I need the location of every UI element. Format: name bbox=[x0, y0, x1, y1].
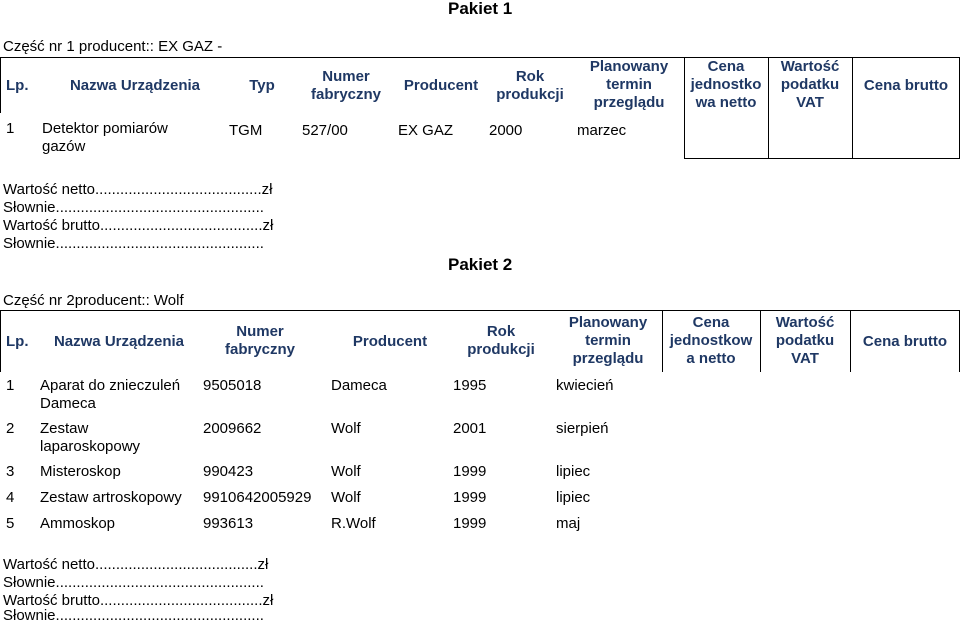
p1-header-nazwa: Nazwa Urządzenia bbox=[69, 77, 201, 94]
p2-header-termin: Planowany termin przeglądu bbox=[568, 314, 648, 367]
row-termin: sierpień bbox=[556, 420, 609, 437]
row-producent: R.Wolf bbox=[331, 515, 376, 532]
p1-header-lp: Lp. bbox=[6, 77, 29, 94]
p1-slownie-netto: Słownie.................................................. bbox=[3, 199, 264, 216]
p1-wartosc-brutto: Wartość brutto.......................................zł bbox=[3, 217, 274, 234]
p1-header-brutto: Cena brutto bbox=[863, 77, 949, 94]
row-lp: 4 bbox=[6, 489, 15, 506]
p2-header-vat: Wartość podatku VAT bbox=[775, 314, 835, 367]
p1-slownie-brutto: Słownie.................................................. bbox=[3, 235, 264, 252]
row-lp: 3 bbox=[6, 463, 15, 480]
row-producent: Dameca bbox=[331, 377, 387, 394]
p2-wartosc-brutto: Wartość brutto.......................................zł bbox=[3, 592, 274, 609]
row-lp: 5 bbox=[6, 515, 15, 532]
row-numer: 527/00 bbox=[302, 122, 348, 139]
row-nazwa: Misteroskop bbox=[40, 463, 121, 480]
row-typ: TGM bbox=[229, 122, 263, 139]
p1-header-numer: Numer fabryczny bbox=[310, 68, 382, 103]
row-nazwa: Zestaw artroskopowy bbox=[40, 489, 182, 506]
row-rok: 2001 bbox=[453, 420, 487, 437]
p2-header-brutto: Cena brutto bbox=[862, 333, 948, 350]
pakiet1-title: Pakiet 1 bbox=[448, 0, 513, 18]
p1-header-termin: Planowany termin przeglądu bbox=[589, 58, 669, 111]
row-lp: 1 bbox=[6, 120, 15, 137]
row-nazwa: Detektor pomiarów gazów bbox=[42, 120, 168, 155]
row-numer: 2009662 bbox=[203, 420, 262, 437]
row-producent: EX GAZ bbox=[398, 122, 454, 139]
p2-header-producent: Producent bbox=[352, 333, 428, 350]
p2-wartosc-netto: Wartość netto.......................................zł bbox=[3, 556, 269, 573]
row-numer: 990423 bbox=[203, 463, 254, 480]
row-rok: 1995 bbox=[453, 377, 487, 394]
row-numer: 9910642005929 bbox=[203, 489, 312, 506]
row-producent: Wolf bbox=[331, 489, 361, 506]
p2-slownie-brutto: Słownie.................................................. bbox=[3, 607, 264, 624]
row-numer: 9505018 bbox=[203, 377, 262, 394]
pakiet2-part-label: Część nr 2producent:: Wolf bbox=[3, 292, 184, 309]
p2-header-rok: Rok produkcji bbox=[467, 323, 535, 358]
pakiet2-title: Pakiet 2 bbox=[448, 255, 513, 274]
row-termin: lipiec bbox=[556, 463, 591, 480]
row-rok: 1999 bbox=[453, 489, 487, 506]
row-nazwa: Aparat do znieczuleń Dameca bbox=[40, 377, 181, 412]
p1-wartosc-netto: Wartość netto........................................zł bbox=[3, 181, 273, 198]
p2-header-lp: Lp. bbox=[6, 333, 29, 350]
row-termin: lipiec bbox=[556, 489, 591, 506]
row-producent: Wolf bbox=[331, 420, 361, 437]
p1-header-rok: Rok produkcji bbox=[496, 68, 564, 103]
row-rok: 2000 bbox=[489, 122, 523, 139]
p1-header-producent: Producent bbox=[403, 77, 479, 94]
row-termin: maj bbox=[556, 515, 581, 532]
pakiet1-part-label: Część nr 1 producent:: EX GAZ - bbox=[3, 38, 223, 55]
row-nazwa: Ammoskop bbox=[40, 515, 116, 532]
p2-header-nazwa: Nazwa Urządzenia bbox=[53, 333, 185, 350]
row-rok: 1999 bbox=[453, 515, 487, 532]
p1-header-typ: Typ bbox=[249, 77, 275, 94]
row-numer: 993613 bbox=[203, 515, 254, 532]
p1-header-vat: Wartość podatku VAT bbox=[780, 58, 840, 111]
p2-slownie-netto: Słownie.................................................. bbox=[3, 574, 264, 591]
row-termin: kwiecień bbox=[556, 377, 614, 394]
row-rok: 1999 bbox=[453, 463, 487, 480]
row-nazwa: Zestaw laparoskopowy bbox=[40, 420, 141, 455]
p2-header-numer: Numer fabryczny bbox=[224, 323, 296, 358]
p1-header-cena-netto: Cena jednostko wa netto bbox=[690, 58, 762, 111]
row-lp: 1 bbox=[6, 377, 15, 394]
row-producent: Wolf bbox=[331, 463, 361, 480]
row-lp: 2 bbox=[6, 420, 15, 437]
p2-header-cena-netto: Cena jednostkow a netto bbox=[669, 314, 753, 367]
row-termin: marzec bbox=[577, 122, 627, 139]
